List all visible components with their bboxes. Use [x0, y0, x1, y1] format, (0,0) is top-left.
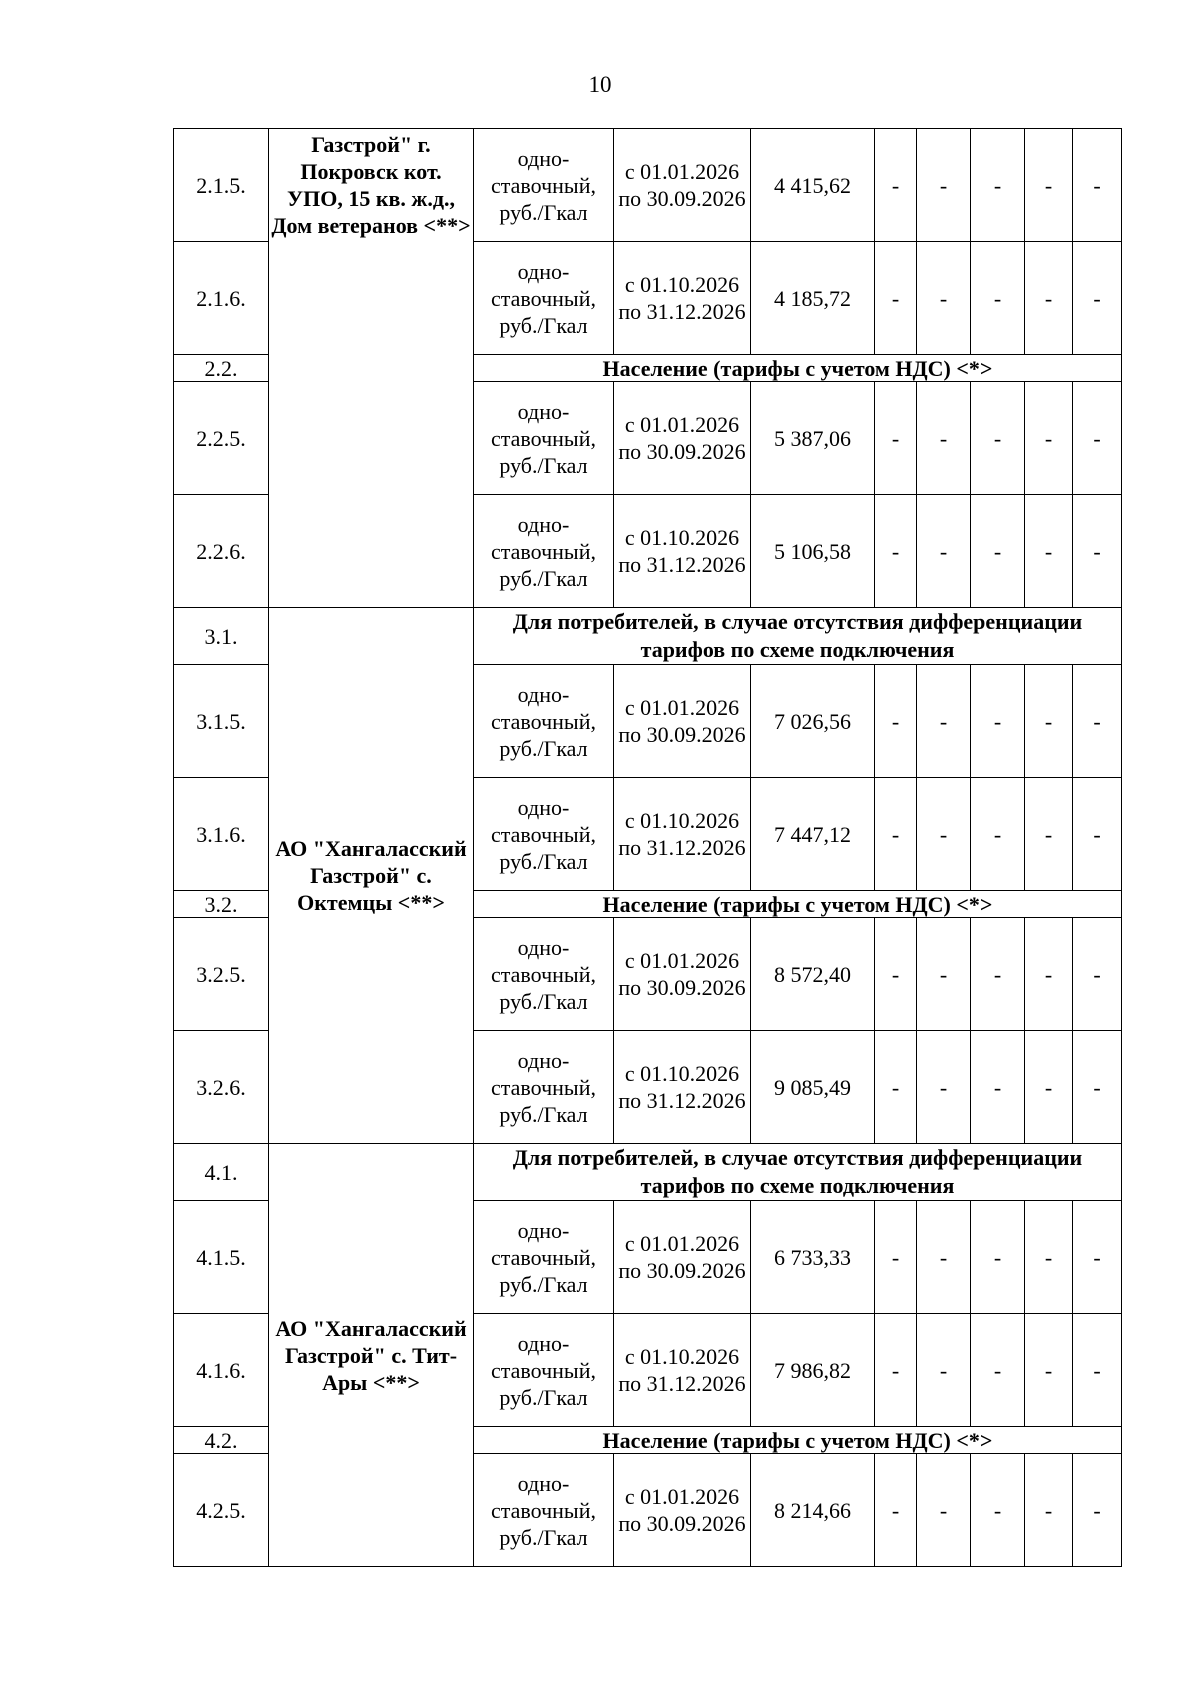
empty-cell: - [1073, 1454, 1122, 1567]
organization-name: Газстрой" г. Покровск кот. УПО, 15 кв. ж.д., Дом ветеранов <**> [269, 129, 474, 608]
empty-cell: - [875, 1031, 917, 1144]
empty-cell: - [875, 242, 917, 355]
empty-cell: - [1025, 918, 1073, 1031]
empty-cell: - [971, 382, 1025, 495]
empty-cell: - [917, 1314, 971, 1427]
tariff-type: одно-ставочный, руб./Гкал [474, 778, 614, 891]
tariff-type: одно-ставочный, руб./Гкал [474, 242, 614, 355]
row-number: 2.1.6. [174, 242, 269, 355]
empty-cell: - [875, 778, 917, 891]
empty-cell: - [917, 1201, 971, 1314]
empty-cell: - [1025, 665, 1073, 778]
empty-cell: - [1025, 382, 1073, 495]
tariff-value: 4 415,62 [751, 129, 875, 242]
tariff-type: одно-ставочный, руб./Гкал [474, 665, 614, 778]
empty-cell: - [971, 1031, 1025, 1144]
tariff-value: 5 387,06 [751, 382, 875, 495]
row-number: 2.2. [174, 355, 269, 382]
row-number: 4.2. [174, 1427, 269, 1454]
empty-cell: - [1073, 242, 1122, 355]
tariff-value: 4 185,72 [751, 242, 875, 355]
empty-cell: - [971, 1201, 1025, 1314]
row-number: 3.2.5. [174, 918, 269, 1031]
tariff-period: с 01.01.2026 по 30.09.2026 [614, 918, 751, 1031]
section-heading: Для потребителей, в случае отсутствия дифференциации тарифов по схеме подключения [474, 1144, 1122, 1201]
empty-cell: - [917, 382, 971, 495]
tariff-value: 6 733,33 [751, 1201, 875, 1314]
tariff-value: 7 447,12 [751, 778, 875, 891]
tariff-type: одно-ставочный, руб./Гкал [474, 918, 614, 1031]
empty-cell: - [971, 778, 1025, 891]
tariff-period: с 01.01.2026 по 30.09.2026 [614, 129, 751, 242]
empty-cell: - [1073, 495, 1122, 608]
tariff-type: одно-ставочный, руб./Гкал [474, 1314, 614, 1427]
empty-cell: - [1073, 778, 1122, 891]
tariff-period: с 01.10.2026 по 31.12.2026 [614, 495, 751, 608]
empty-cell: - [971, 918, 1025, 1031]
section-heading: Для потребителей, в случае отсутствия дифференциации тарифов по схеме подключения [474, 608, 1122, 665]
row-number: 4.1. [174, 1144, 269, 1201]
page-number: 10 [588, 72, 612, 97]
tariff-period: с 01.01.2026 по 30.09.2026 [614, 1201, 751, 1314]
empty-cell: - [875, 918, 917, 1031]
empty-cell: - [1073, 665, 1122, 778]
row-number: 4.2.5. [174, 1454, 269, 1567]
tariff-value: 8 572,40 [751, 918, 875, 1031]
tariff-type: одно-ставочный, руб./Гкал [474, 1031, 614, 1144]
empty-cell: - [875, 665, 917, 778]
tariff-table [173, 128, 1122, 1567]
empty-cell: - [971, 1454, 1025, 1567]
empty-cell: - [875, 1454, 917, 1567]
empty-cell: - [1025, 1314, 1073, 1427]
empty-cell: - [917, 665, 971, 778]
row-number: 4.1.5. [174, 1201, 269, 1314]
empty-cell: - [971, 129, 1025, 242]
empty-cell: - [875, 382, 917, 495]
row-number: 3.1.5. [174, 665, 269, 778]
row-number: 3.1.6. [174, 778, 269, 891]
tariff-period: с 01.01.2026 по 30.09.2026 [614, 1454, 751, 1567]
row-number: 3.1. [174, 608, 269, 665]
tariff-type: одно-ставочный, руб./Гкал [474, 1454, 614, 1567]
row-number: 2.2.6. [174, 495, 269, 608]
empty-cell: - [1073, 1201, 1122, 1314]
tariff-value: 7 986,82 [751, 1314, 875, 1427]
empty-cell: - [971, 1314, 1025, 1427]
empty-cell: - [1073, 129, 1122, 242]
empty-cell: - [1073, 1031, 1122, 1144]
empty-cell: - [971, 495, 1025, 608]
empty-cell: - [875, 129, 917, 242]
empty-cell: - [917, 918, 971, 1031]
empty-cell: - [1073, 918, 1122, 1031]
tariff-type: одно-ставочный, руб./Гкал [474, 1201, 614, 1314]
tariff-period: с 01.10.2026 по 31.12.2026 [614, 242, 751, 355]
tariff-type: одно-ставочный, руб./Гкал [474, 129, 614, 242]
empty-cell: - [1025, 242, 1073, 355]
empty-cell: - [875, 495, 917, 608]
empty-cell: - [917, 495, 971, 608]
empty-cell: - [917, 1454, 971, 1567]
row-number: 4.1.6. [174, 1314, 269, 1427]
organization-name: АО "Хангаласский Газстрой" с. Тит-Ары <**> [269, 1144, 474, 1567]
table-row [174, 1144, 1122, 1201]
empty-cell: - [875, 1201, 917, 1314]
empty-cell: - [1073, 382, 1122, 495]
empty-cell: - [1025, 1454, 1073, 1567]
tariff-type: одно-ставочный, руб./Гкал [474, 382, 614, 495]
empty-cell: - [1073, 1314, 1122, 1427]
tariff-value: 5 106,58 [751, 495, 875, 608]
tariff-period: с 01.10.2026 по 31.12.2026 [614, 1031, 751, 1144]
empty-cell: - [917, 129, 971, 242]
empty-cell: - [917, 242, 971, 355]
empty-cell: - [1025, 495, 1073, 608]
tariff-period: с 01.01.2026 по 30.09.2026 [614, 665, 751, 778]
row-number: 2.1.5. [174, 129, 269, 242]
empty-cell: - [1025, 1201, 1073, 1314]
empty-cell: - [971, 665, 1025, 778]
table-row [174, 608, 1122, 665]
tariff-value: 8 214,66 [751, 1454, 875, 1567]
empty-cell: - [1025, 129, 1073, 242]
tariff-period: с 01.10.2026 по 31.12.2026 [614, 1314, 751, 1427]
row-number: 3.2. [174, 891, 269, 918]
empty-cell: - [917, 778, 971, 891]
tariff-type: одно-ставочный, руб./Гкал [474, 495, 614, 608]
table-row [174, 129, 1122, 242]
tariff-value: 7 026,56 [751, 665, 875, 778]
row-number: 2.2.5. [174, 382, 269, 495]
section-heading: Население (тарифы с учетом НДС) <*> [474, 355, 1122, 382]
row-number: 3.2.6. [174, 1031, 269, 1144]
empty-cell: - [971, 242, 1025, 355]
empty-cell: - [1025, 1031, 1073, 1144]
empty-cell: - [875, 1314, 917, 1427]
tariff-period: с 01.10.2026 по 31.12.2026 [614, 778, 751, 891]
empty-cell: - [917, 1031, 971, 1144]
empty-cell: - [1025, 778, 1073, 891]
section-heading: Население (тарифы с учетом НДС) <*> [474, 891, 1122, 918]
tariff-value: 9 085,49 [751, 1031, 875, 1144]
tariff-period: с 01.01.2026 по 30.09.2026 [614, 382, 751, 495]
organization-name: АО "Хангаласский Газстрой" с. Октемцы <**> [269, 608, 474, 1144]
section-heading: Население (тарифы с учетом НДС) <*> [474, 1427, 1122, 1454]
